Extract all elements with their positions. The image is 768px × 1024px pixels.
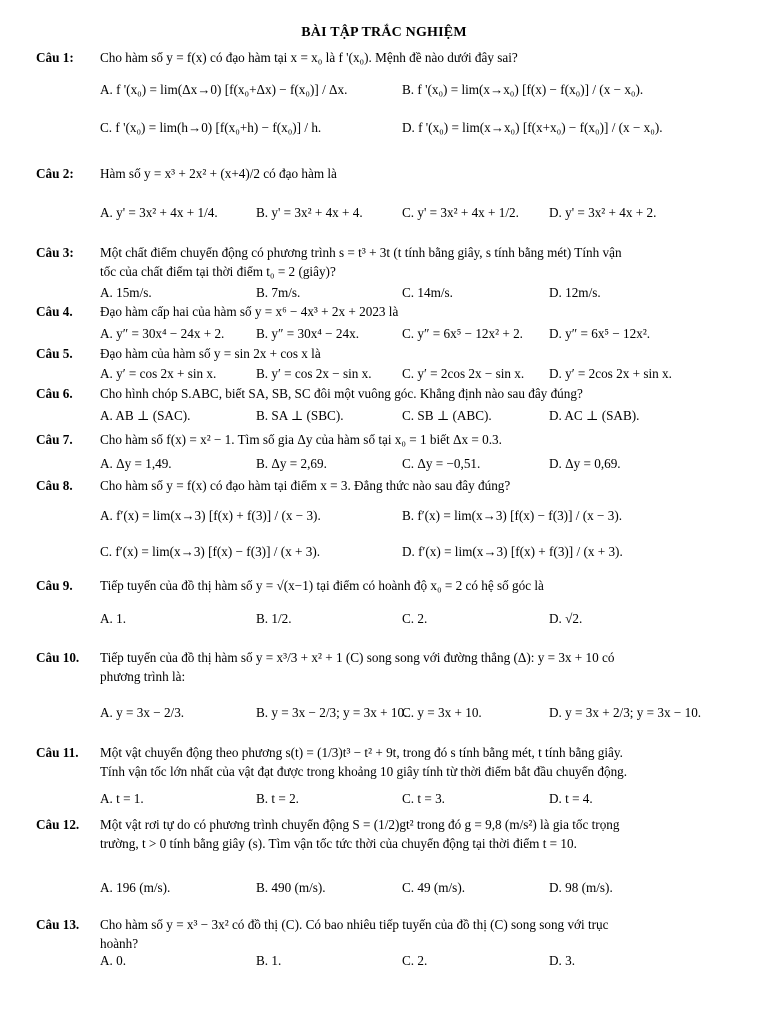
question-number: Câu 6. [36,386,73,401]
question-number: Câu 11. [36,745,79,760]
question [36,478,736,495]
answer-option[interactable]: C. y′ = 2cos 2x − sin x. [402,366,525,381]
question-stem: Một chất điểm chuyển động có phương trình s = t³ + 3t (t tính bằng giây, s tính bằng mét) Tính vận [100,245,622,260]
question-number: Câu 13. [36,917,80,932]
question-stem: Một vật rơi tự do có phương trình chuyển động S = (1/2)gt² trong đó g = 9,8 (m/s²) là gia tốc trọng [100,817,620,832]
answer-option[interactable]: C. y″ = 6x⁵ − 12x² + 2. [402,326,523,341]
question-stem: Cho hình chóp S.ABC, biết SA, SB, SC đôi một vuông góc. Khẳng định nào sau đây đúng? [100,386,583,401]
answer-option[interactable]: C. t = 3. [402,791,445,806]
answer-option[interactable]: D. 3. [549,953,576,968]
answer-option[interactable]: C. 14m/s. [402,285,453,300]
page-title: BÀI TẬP TRẮC NGHIỆM [301,25,467,40]
answer-option[interactable]: D. f′(x) = lim(x→3) [f(x) + f(3)] / (x + 3). [402,544,623,559]
answer-option[interactable]: B. Δy = 2,69. [256,456,327,471]
answer-option[interactable]: C. 2. [402,953,428,968]
answer-option[interactable]: A. y″ = 30x⁴ − 24x + 2. [100,326,225,341]
answer-option[interactable]: A. 1. [100,611,127,626]
question-stem: Cho hàm số y = x³ − 3x² có đồ thị (C). Có bao nhiêu tiếp tuyến của đồ thị (C) song song với trục [100,917,609,932]
answer-option[interactable]: B. 1. [256,953,282,968]
answer-option[interactable]: C. y' = 3x² + 4x + 1/2. [402,205,519,220]
answer-option[interactable]: D. AC ⊥ (SAB). [549,408,640,423]
answer-option[interactable]: B. 1/2. [256,611,292,626]
answer-option[interactable]: A. f '(x₀) = lim(Δx→0) [f(x₀+Δx) − f(x₀)] / Δx. [100,82,348,97]
answer-option[interactable]: A. Δy = 1,49. [100,456,172,471]
question [36,650,736,685]
answer-option[interactable]: C. 49 (m/s). [402,880,466,895]
answer-option[interactable]: B. y = 3x − 2/3; y = 3x + 10. [256,705,408,720]
question [36,50,736,67]
question [36,432,736,449]
question [36,917,736,952]
answer-option[interactable]: D. y' = 3x² + 4x + 2. [549,205,657,220]
answer-option[interactable]: D. 12m/s. [549,285,601,300]
answer-option[interactable]: B. f '(x₀) = lim(x→x₀) [f(x) − f(x₀)] / (x − x₀). [402,82,644,97]
answer-option[interactable]: D. y″ = 6x⁵ − 12x². [549,326,651,341]
question-number: Câu 2: [36,166,74,181]
question-number: Câu 10. [36,650,80,665]
question-stem: Tiếp tuyến của đồ thị hàm số y = √(x−1) tại điểm có hoành độ x₀ = 2 có hệ số góc là [100,578,544,593]
answer-option[interactable]: A. 196 (m/s). [100,880,171,895]
question [36,817,736,852]
question-stem: Đạo hàm của hàm số y = sin 2x + cos x là [100,346,321,361]
question-number: Câu 5. [36,346,73,361]
question-stem: Tiếp tuyến của đồ thị hàm số y = x³/3 + x² + 1 (C) song song với đường thẳng (Δ): y = 3x + 10 có [100,650,615,665]
question-number: Câu 3: [36,245,74,260]
question [36,304,736,321]
question-number: Câu 7. [36,432,73,447]
answer-option[interactable]: B. y′ = cos 2x − sin x. [256,366,372,381]
answer-option[interactable]: B. y' = 3x² + 4x + 4. [256,205,363,220]
question-number: Câu 9. [36,578,73,593]
answer-option[interactable]: B. f′(x) = lim(x→3) [f(x) − f(3)] / (x − 3). [402,508,623,523]
answer-option[interactable]: D. t = 4. [549,791,593,806]
answer-option[interactable]: A. 15m/s. [100,285,152,300]
question-stem: Cho hàm số y = f(x) có đạo hàm tại x = x₀ là f '(x₀). Mệnh đề nào dưới đây sai? [100,50,518,65]
question [36,578,736,595]
answer-option[interactable]: B. SA ⊥ (SBC). [256,408,344,423]
answer-option[interactable]: B. t = 2. [256,791,299,806]
answer-option[interactable]: A. t = 1. [100,791,144,806]
answer-option[interactable]: C. f '(x₀) = lim(h→0) [f(x₀+h) − f(x₀)] / h. [100,120,322,135]
answer-option[interactable]: C. y = 3x + 10. [402,705,482,720]
question-number: Câu 12. [36,817,80,832]
answer-option[interactable]: A. y = 3x − 2/3. [100,705,185,720]
question-stem: Hàm số y = x³ + 2x² + (x+4)/2 có đạo hàm là [100,166,337,181]
question-number: Câu 8. [36,478,73,493]
question [36,245,736,280]
question-stem: Đạo hàm cấp hai của hàm số y = x⁶ − 4x³ + 2x + 2023 là [100,304,399,319]
question-stem: Cho hàm số f(x) = x² − 1. Tìm số gia Δy của hàm số tại x₀ = 1 biết Δx = 0.3. [100,432,502,447]
answer-option[interactable]: C. f′(x) = lim(x→3) [f(x) − f(3)] / (x + 3). [100,544,321,559]
answer-option[interactable]: D. f '(x₀) = lim(x→x₀) [f(x+x₀) − f(x₀)] / (x − x₀). [402,120,663,135]
answer-option[interactable]: A. AB ⊥ (SAC). [100,408,191,423]
answer-option[interactable]: D. y = 3x + 2/3; y = 3x − 10. [549,705,702,720]
answer-option[interactable]: D. y′ = 2cos 2x + sin x. [549,366,672,381]
question-stem-continued: hoành? [100,935,139,951]
answer-option[interactable]: D. Δy = 0,69. [549,456,621,471]
question-stem-continued: Tính vận tốc lớn nhất của vật đạt được trong khoảng 10 giây tính từ thời điểm bắt đầu chuyển động. [100,763,628,779]
question [36,745,736,780]
answer-option[interactable]: A. f′(x) = lim(x→3) [f(x) + f(3)] / (x − 3). [100,508,321,523]
question-stem-continued: phương trình là: [100,668,186,684]
answer-option[interactable]: C. 2. [402,611,428,626]
question-number: Câu 4. [36,304,73,319]
answer-option[interactable]: B. 490 (m/s). [256,880,326,895]
question-stem: Cho hàm số y = f(x) có đạo hàm tại điểm x = 3. Đẳng thức nào sau đây đúng? [100,478,511,493]
question-stem-continued: trường, t > 0 tính bằng giây (s). Tìm vận tốc tức thời của chuyển động tại thời điểm t = 10. [100,835,577,851]
question [36,166,736,183]
question [36,386,736,403]
answer-option[interactable]: C. SB ⊥ (ABC). [402,408,492,423]
question-stem-continued: tốc của chất điểm tại thời điểm t₀ = 2 (giây)? [100,263,336,279]
answer-option[interactable]: A. y' = 3x² + 4x + 1/4. [100,205,218,220]
answer-option[interactable]: B. y″ = 30x⁴ − 24x. [256,326,359,341]
answer-option[interactable]: B. 7m/s. [256,285,301,300]
answer-option[interactable]: D. 98 (m/s). [549,880,613,895]
answer-option[interactable]: D. √2. [549,611,583,626]
answer-option[interactable]: A. y′ = cos 2x + sin x. [100,366,217,381]
answer-option[interactable]: A. 0. [100,953,127,968]
question [36,346,736,363]
answer-option[interactable]: C. Δy = −0,51. [402,456,481,471]
question-stem: Một vật chuyển động theo phương s(t) = (1/3)t³ − t² + 9t, trong đó s tính bằng mét, t tính bằng giây. [100,745,623,760]
question-number: Câu 1: [36,50,74,65]
